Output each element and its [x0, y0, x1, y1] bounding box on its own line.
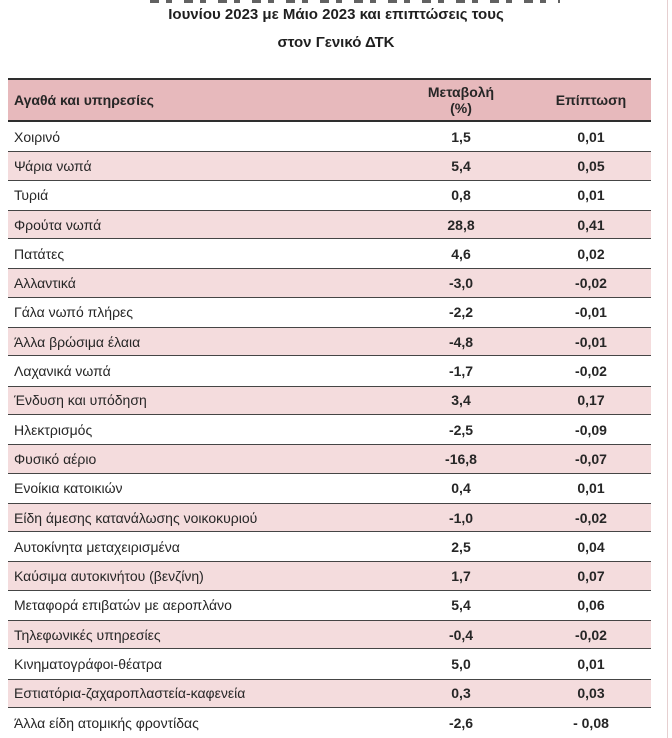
- page-edge-line: [667, 0, 668, 738]
- row-change-value: -16,8: [445, 450, 477, 467]
- row-impact-value: 0,06: [577, 597, 605, 614]
- row-change-value: 5,4: [451, 597, 471, 614]
- row-label: Κινηματογράφοι-θέατρα: [14, 655, 162, 672]
- row-impact-value: -0,02: [575, 509, 607, 526]
- table-row: [8, 415, 651, 444]
- table-row: [8, 532, 651, 561]
- row-change-value: 0,3: [451, 685, 471, 702]
- row-impact-value: -0,09: [575, 421, 607, 438]
- row-label: Άλλα βρώσιμα έλαια: [14, 333, 141, 350]
- cpi-changes-table: [8, 78, 651, 737]
- row-change-value: -4,8: [448, 333, 474, 350]
- row-label: Λαχανικά νωπά: [14, 363, 111, 380]
- header-change-percent: Μεταβολή (%): [427, 84, 495, 116]
- row-label: Αυτοκίνητα μεταχειρισμένα: [14, 538, 180, 555]
- table-row: [8, 708, 651, 737]
- table-row: [8, 268, 651, 297]
- table-row: [8, 181, 651, 210]
- row-impact-value: 0,41: [577, 216, 605, 233]
- table-row: [8, 356, 651, 385]
- table-row: [8, 620, 651, 649]
- row-label: Αλλαντικά: [14, 275, 76, 292]
- row-change-value: -3,0: [448, 275, 474, 292]
- row-change-value: 5,0: [451, 655, 471, 672]
- row-impact-value: 0,01: [577, 480, 605, 497]
- row-impact-value: -0,02: [575, 363, 607, 380]
- row-change-value: 2,5: [451, 538, 471, 555]
- row-change-value: -1,7: [448, 363, 474, 380]
- table-row: [8, 474, 651, 503]
- table-row: [8, 649, 651, 678]
- row-change-value: 0,8: [451, 187, 471, 204]
- row-impact-value: -0,01: [575, 333, 607, 350]
- row-label: Μεταφορά επιβατών με αεροπλάνο: [14, 597, 232, 614]
- row-label: Τυριά: [14, 187, 49, 204]
- row-impact-value: 0,07: [577, 568, 605, 585]
- row-change-value: 1,7: [451, 568, 471, 585]
- row-label: Χοιρινό: [14, 128, 61, 145]
- row-impact-value: 0,05: [577, 157, 605, 174]
- row-label: Ενοίκια κατοικιών: [14, 480, 123, 497]
- row-change-value: -0,4: [448, 626, 474, 643]
- row-impact-value: 0,01: [577, 655, 605, 672]
- document-title: [0, 1, 672, 57]
- table-row: [8, 327, 651, 356]
- row-change-value: 5,4: [451, 157, 471, 174]
- row-change-value: 28,8: [447, 216, 475, 233]
- table-row: [8, 298, 651, 327]
- row-impact-value: -0,02: [575, 275, 607, 292]
- row-label: Φυσικό αέριο: [14, 450, 97, 467]
- table-row: [8, 679, 651, 708]
- table-header-row: [8, 78, 651, 122]
- table-row: [8, 239, 651, 268]
- row-label: Καύσιμα αυτοκινήτου (βενζίνη): [14, 568, 204, 585]
- row-label: Τηλεφωνικές υπηρεσίες: [14, 626, 161, 643]
- row-impact-value: -0,01: [575, 304, 607, 321]
- row-change-value: 1,5: [451, 128, 471, 145]
- row-change-value: 3,4: [451, 392, 471, 409]
- row-label: Εστιατόρια-ζαχαροπλαστεία-καφενεία: [14, 685, 246, 702]
- row-label: Είδη άμεσης κατανάλωσης νοικοκυριού: [14, 509, 258, 526]
- row-label: Πατάτες: [14, 245, 65, 262]
- row-change-value: -2,5: [448, 421, 474, 438]
- row-label: Ένδυση και υπόδηση: [14, 392, 147, 409]
- table-row: [8, 151, 651, 180]
- table-row: [8, 122, 651, 151]
- row-impact-value: 0,01: [577, 187, 605, 204]
- row-change-value: -2,6: [448, 714, 474, 731]
- title-line-1: Ιουνίου 2023 με Μάιο 2023 και επιπτώσεις τους: [168, 6, 504, 23]
- row-label: Γάλα νωπό πλήρες: [14, 304, 134, 321]
- title-line-2: στον Γενικό ΔΤΚ: [277, 34, 395, 51]
- row-impact-value: -0,07: [575, 450, 607, 467]
- row-impact-value: 0,04: [577, 538, 605, 555]
- row-label: Φρούτα νωπά: [14, 216, 102, 233]
- table-row: [8, 386, 651, 415]
- table-row: [8, 561, 651, 590]
- row-impact-value: - 0,08: [573, 714, 609, 731]
- row-label: Ψάρια νωπά: [14, 157, 92, 174]
- table-body: [8, 122, 651, 737]
- row-label: Άλλα είδη ατομικής φροντίδας: [14, 714, 199, 731]
- table-row: [8, 444, 651, 473]
- table-row: [8, 591, 651, 620]
- header-impact: Επίπτωση: [555, 92, 627, 108]
- table-row: [8, 503, 651, 532]
- row-change-value: -2,2: [448, 304, 474, 321]
- row-impact-value: 0,01: [577, 128, 605, 145]
- row-impact-value: 0,02: [577, 245, 605, 262]
- row-impact-value: 0,17: [577, 392, 605, 409]
- row-change-value: 4,6: [451, 245, 471, 262]
- row-impact-value: 0,03: [577, 685, 605, 702]
- table-row: [8, 210, 651, 239]
- row-change-value: 0,4: [451, 480, 471, 497]
- row-change-value: -1,0: [448, 509, 474, 526]
- row-label: Ηλεκτρισμός: [14, 421, 93, 438]
- header-goods-services: Αγαθά και υπηρεσίες: [14, 92, 154, 108]
- row-impact-value: -0,02: [575, 626, 607, 643]
